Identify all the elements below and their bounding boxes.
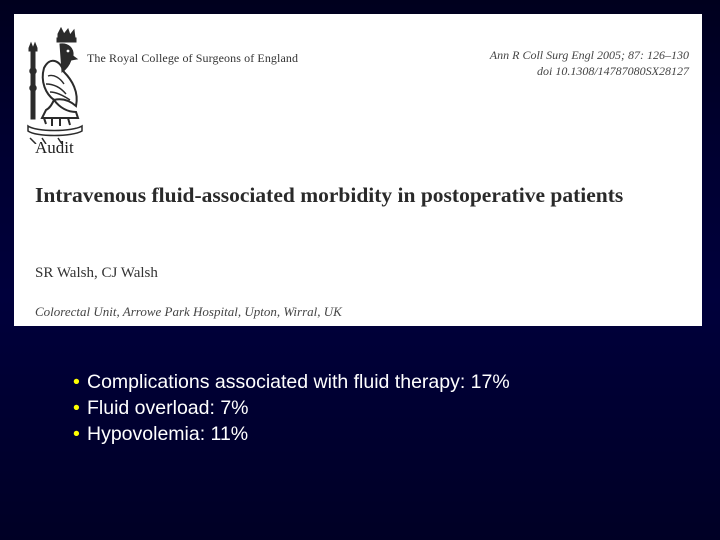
finding-fluid-overload <box>73 395 510 421</box>
citation-volume: Ann R Coll Surg Engl 2005; 87: 126–130 <box>489 48 689 62</box>
findings-list <box>73 369 510 447</box>
section-label: Audit <box>35 138 74 157</box>
citation-doi: doi 10.1308/14787080SX28127 <box>537 64 689 78</box>
finding-text: Hypovolemia: 11% <box>87 423 249 445</box>
journal-citation <box>490 47 689 79</box>
article-title: Intravenous fluid-associated morbidity in postoperative patients <box>35 183 624 207</box>
bullet-icon: • <box>73 423 80 445</box>
journal-header-image <box>14 14 702 326</box>
finding-hypovolemia <box>73 421 510 447</box>
bullet-icon: • <box>73 371 80 393</box>
publisher-name: The Royal College of Surgeons of England <box>87 51 299 65</box>
bullet-icon: • <box>73 397 80 419</box>
college-crest-icon <box>24 26 86 144</box>
article-affiliation: Colorectal Unit, Arrowe Park Hospital, Upton, Wirral, UK <box>35 304 342 319</box>
finding-text: Complications associated with fluid therapy: 17% <box>87 371 510 393</box>
finding-complications <box>73 369 510 395</box>
finding-text: Fluid overload: 7% <box>87 397 249 419</box>
article-authors: SR Walsh, CJ Walsh <box>35 265 158 281</box>
